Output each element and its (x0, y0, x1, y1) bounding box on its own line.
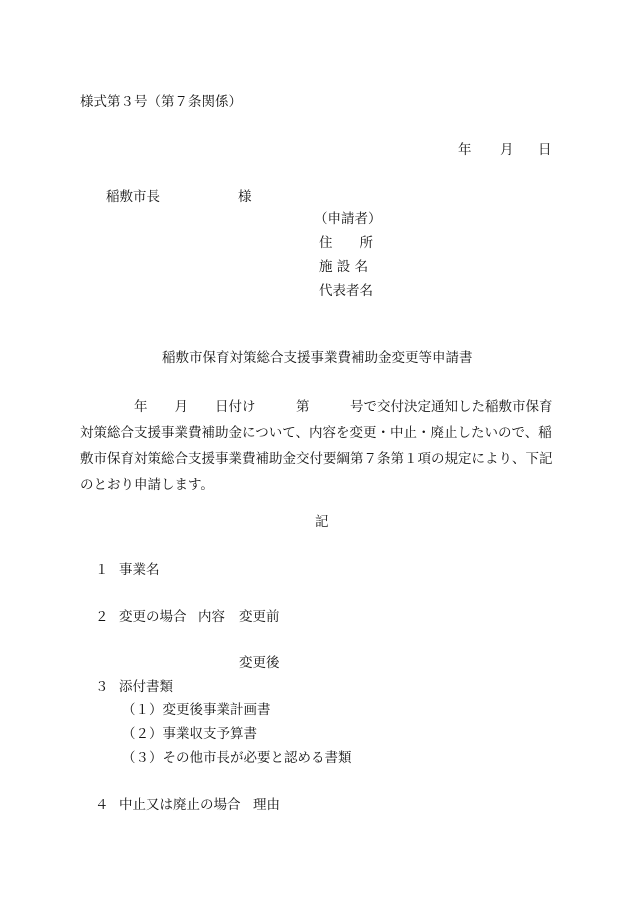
item-4-reason: 理由 (253, 797, 280, 813)
body-line: 対策総合支援事業費補助金について、内容を変更・中止・廃止したいので、稲 (80, 425, 552, 441)
applicant-facility-label: 施 設 名 (319, 259, 369, 275)
applicant-heading: （申請者） (314, 211, 382, 227)
item-4-label: 中止又は廃止の場合 (119, 797, 241, 813)
item-1-number: １ (95, 562, 109, 578)
date-month: 月 (500, 142, 514, 158)
body-line: 敷市保育対策総合支援事業費補助金交付要綱第７条第１項の規定により、下記 (80, 451, 553, 467)
applicant-representative-label: 代表者名 (319, 283, 373, 299)
item-1-label: 事業名 (119, 562, 160, 578)
addressee-honorific: 様 (238, 189, 252, 205)
attachment-item: （２）事業収支予算書 (122, 726, 257, 742)
item-3-label: 添付書類 (119, 679, 173, 695)
attachment-item: （１）変更後事業計画書 (122, 702, 271, 718)
date-day: 日 (538, 142, 552, 158)
date-year: 年 (458, 142, 472, 158)
item-2-before: 変更前 (239, 609, 280, 625)
item-2-number: ２ (95, 609, 109, 625)
item-2-after: 変更後 (239, 655, 280, 671)
body-paragraph (80, 394, 553, 498)
ki-heading: 記 (315, 514, 329, 530)
body-line: のとおり申請します。 (80, 477, 214, 493)
addressee-name: 稲敷市長 (106, 189, 160, 205)
attachment-item: （３）その他市長が必要と認める書類 (122, 750, 352, 766)
body-line: 年 月 日付け 第 号で交付決定通知した稲敷市保育 (80, 399, 553, 415)
form-number: 様式第３号（第７条関係） (80, 94, 242, 110)
item-2-label: 変更の場合 (119, 609, 187, 625)
item-2-content: 内容 (198, 609, 225, 625)
applicant-address-label: 住 所 (319, 235, 373, 251)
item-3-number: ３ (95, 679, 109, 695)
item-4-number: ４ (95, 797, 109, 813)
document-title: 稲敷市保育対策総合支援事業費補助金変更等申請書 (162, 350, 473, 366)
